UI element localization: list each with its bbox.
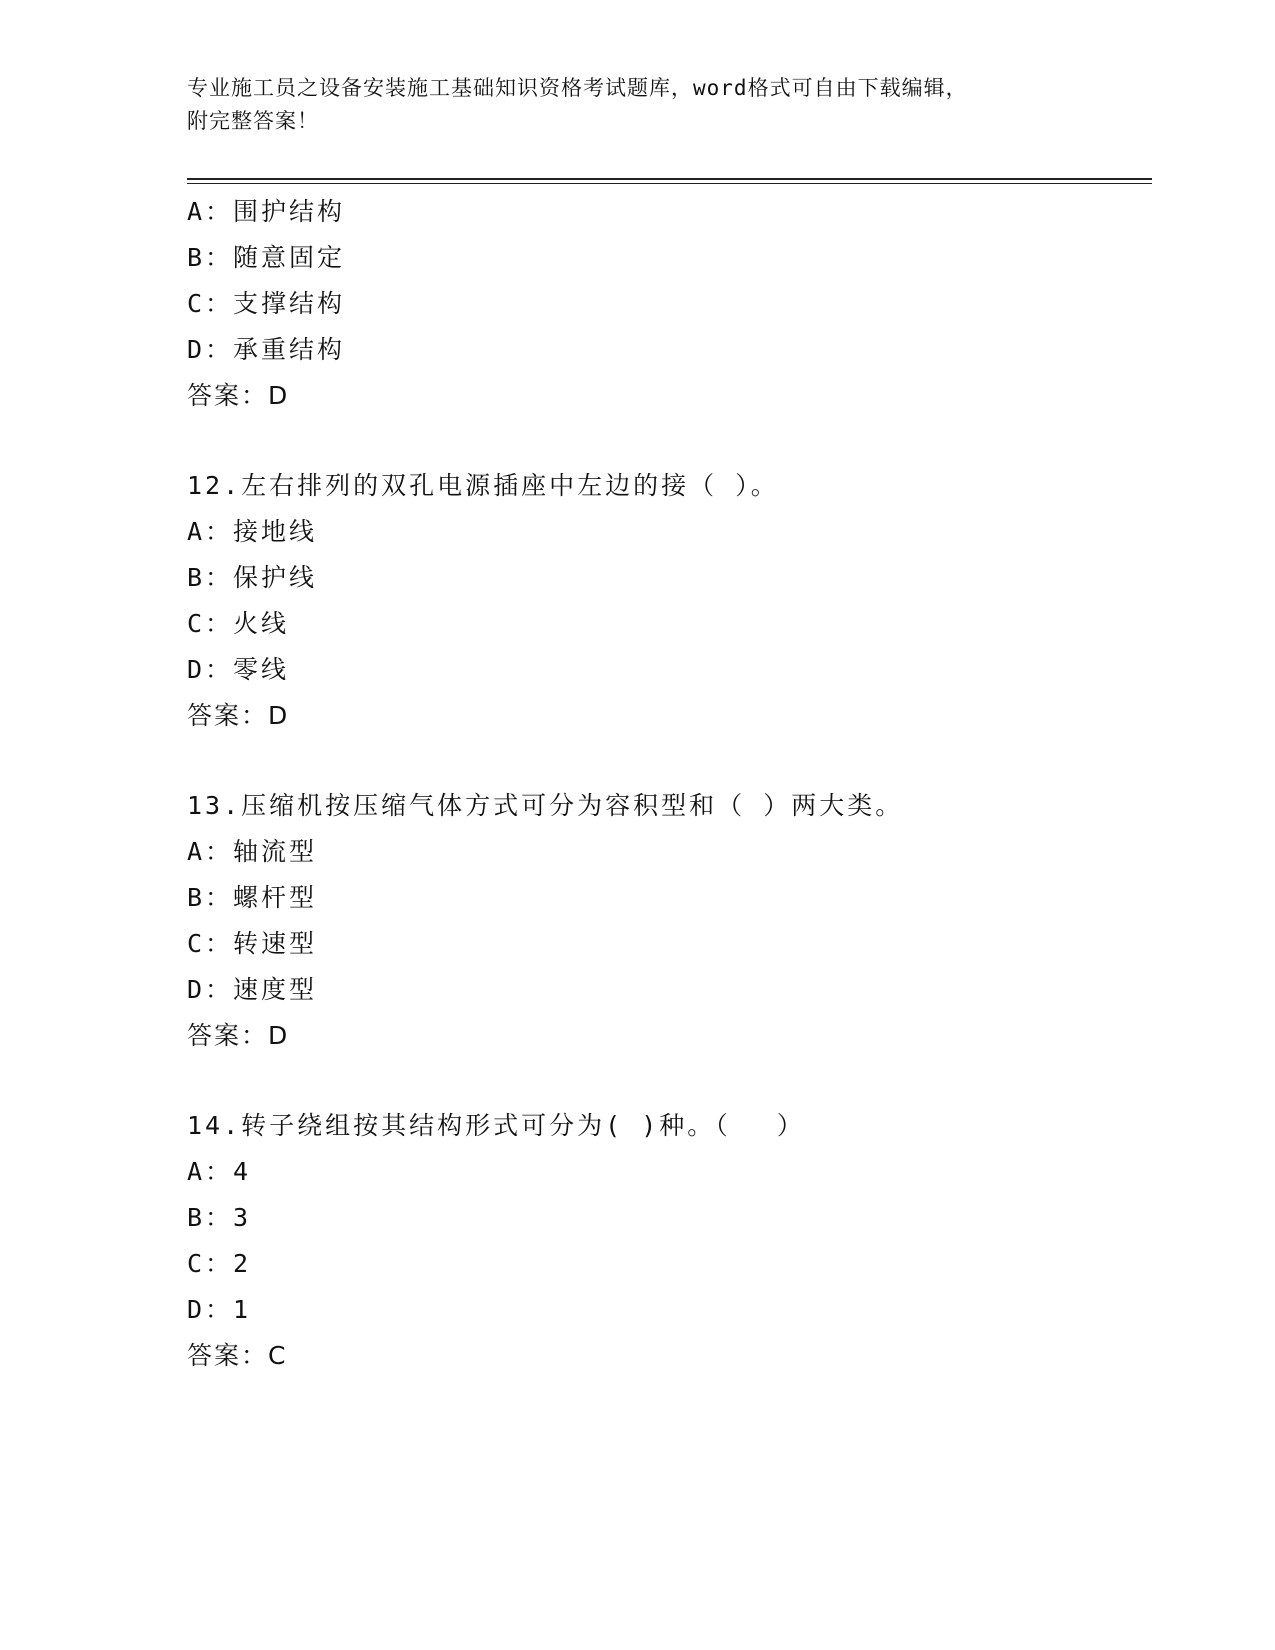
option-d: D：承重结构 [187, 335, 346, 364]
header-rule-thick [187, 178, 1152, 180]
answer-line: 答案：D [187, 701, 290, 730]
option-a: A：4 [187, 1157, 252, 1186]
option-c: C：转速型 [187, 929, 318, 958]
question-12 [187, 463, 1147, 739]
option-c: C：支撑结构 [187, 289, 346, 318]
option-a: A：围护结构 [187, 197, 346, 226]
document-header [187, 72, 1087, 138]
question-13 [187, 783, 1147, 1059]
header-rule-thin [187, 183, 1152, 184]
option-d: D：1 [187, 1295, 252, 1324]
option-b: B：3 [187, 1203, 252, 1232]
header-line-1: 专业施工员之设备安装施工基础知识资格考试题库，word格式可自由下载编辑， [187, 76, 968, 100]
answer-line: 答案：C [187, 1341, 288, 1370]
answer-line: 答案：D [187, 381, 290, 410]
question-list [187, 189, 1147, 1379]
question-14 [187, 1103, 1147, 1379]
question-block-continued [187, 189, 1147, 419]
option-a: A：轴流型 [187, 837, 318, 866]
header-line-2: 附完整答案！ [187, 109, 319, 133]
question-stem: 13.压缩机按压缩气体方式可分为容积型和（ ）两大类。 [187, 791, 904, 820]
question-stem: 12.左右排列的双孔电源插座中左边的接（ ）。 [187, 471, 779, 500]
option-d: D：零线 [187, 655, 290, 684]
option-b: B：螺杆型 [187, 883, 318, 912]
answer-line: 答案：D [187, 1021, 290, 1050]
option-b: B：随意固定 [187, 243, 346, 272]
option-d: D：速度型 [187, 975, 318, 1004]
option-c: C：火线 [187, 609, 290, 638]
option-c: C：2 [187, 1249, 252, 1278]
option-b: B：保护线 [187, 563, 318, 592]
option-a: A：接地线 [187, 517, 318, 546]
question-stem: 14.转子绕组按其结构形式可分为( )种。（ ） [187, 1111, 805, 1140]
